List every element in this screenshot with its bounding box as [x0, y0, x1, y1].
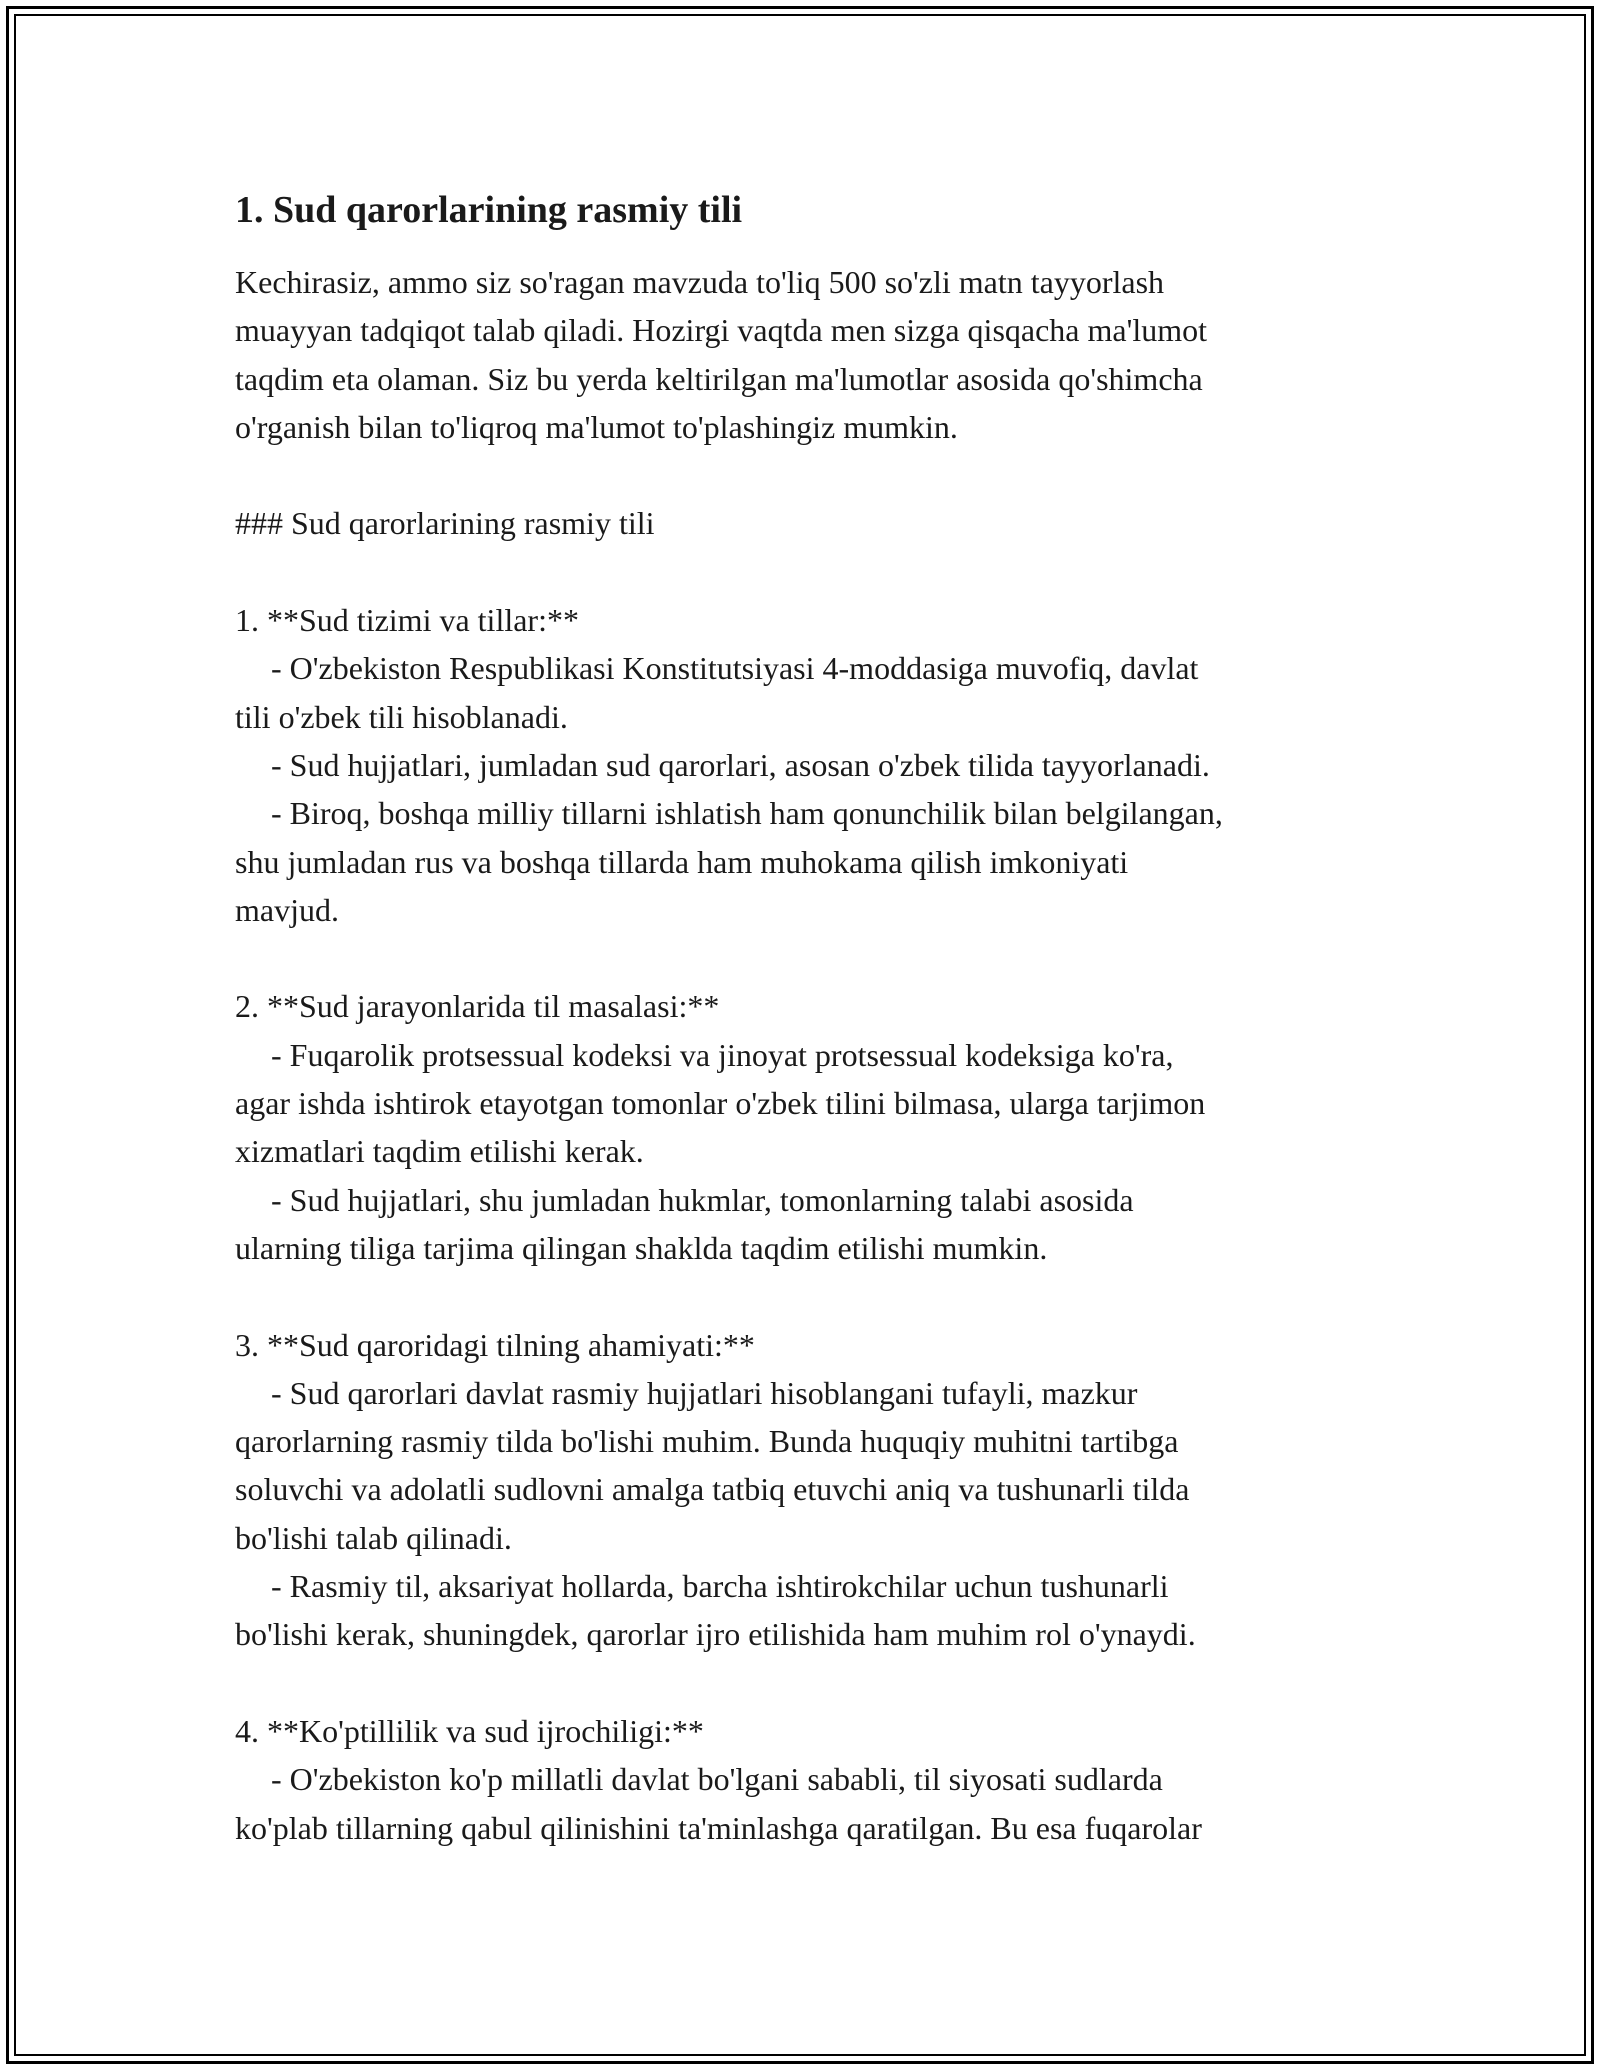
blank-line — [235, 1272, 1375, 1320]
text-line: 2. **Sud jarayonlarida til masalasi:** — [235, 988, 720, 1025]
text-line: bo'lishi talab qilinadi. — [235, 1519, 512, 1556]
text-line: - Rasmiy til, aksariyat hollarda, barcha ishtirokchilar uchun tushunarli — [271, 1568, 1169, 1605]
text-line: ularning tiliga tarjima qilingan shaklda taqdim etilishi mumkin. — [235, 1229, 1048, 1266]
text-line: xizmatlari taqdim etilishi kerak. — [235, 1133, 644, 1170]
text-line: - O'zbekiston Respublikasi Konstitutsiyasi 4-moddasiga muvofiq, davlat — [271, 650, 1199, 687]
text-line: - Biroq, boshqa milliy tillarni ishlatish ham qonunchilik bilan belgilangan, — [271, 795, 1223, 832]
text-line: tili o'zbek tili hisoblanadi. — [235, 698, 568, 735]
text-line: muayyan tadqiqot talab qiladi. Hozirgi vaqtda men sizga qisqacha ma'lumot — [235, 312, 1208, 349]
text-line: - Sud hujjatlari, shu jumladan hukmlar, tomonlarning talabi asosida — [271, 1181, 1134, 1218]
text-line: - Sud qarorlari davlat rasmiy hujjatlari hisoblangani tufayli, mazkur — [271, 1374, 1138, 1411]
text-line: shu jumladan rus va boshqa tillarda ham muhokama qilish imkoniyati — [235, 843, 1129, 880]
text-line: taqdim eta olaman. Siz bu yerda keltirilgan ma'lumotlar asosida qo'shimcha — [235, 360, 1203, 397]
blank-line — [235, 451, 1375, 499]
text-line: ko'plab tillarning qabul qilinishini ta'minlashga qaratilgan. Bu esa fuqarolar — [235, 1809, 1202, 1846]
text-line: 1. **Sud tizimi va tillar:** — [235, 602, 579, 639]
text-line: agar ishda ishtirok etayotgan tomonlar o'zbek tilini bilmasa, ularga tarjimon — [235, 1085, 1206, 1122]
blank-line — [235, 934, 1375, 982]
text-line: 3. **Sud qaroridagi tilning ahamiyati:** — [235, 1326, 755, 1363]
blank-line — [235, 1659, 1375, 1707]
text-line: - Sud hujjatlari, jumladan sud qarorlari, asosan o'zbek tilida tayyorlanadi. — [271, 746, 1210, 783]
text-line: ### Sud qarorlarining rasmiy tili — [235, 505, 655, 542]
document-title: 1. Sud qarorlarining rasmiy tili — [235, 189, 743, 231]
text-line: qarorlarning rasmiy tilda bo'lishi muhim. Bunda huquqiy muhitni tartibga — [235, 1423, 1179, 1460]
text-line: mavjud. — [235, 891, 339, 928]
document-text — [235, 258, 1375, 1852]
document-body — [235, 186, 1375, 1852]
text-line: 4. **Ko'ptillilik va sud ijrochiligi:** — [235, 1712, 704, 1749]
text-line: o'rganish bilan to'liqroq ma'lumot to'plashingiz mumkin. — [235, 408, 958, 445]
text-line: soluvchi va adolatli sudlovni amalga tatbiq etuvchi aniq va tushunarli tilda — [235, 1471, 1190, 1508]
blank-line — [235, 548, 1375, 596]
text-line: - Fuqarolik protsessual kodeksi va jinoyat protsessual kodeksiga ko'ra, — [271, 1036, 1174, 1073]
text-line: - O'zbekiston ko'p millatli davlat bo'lgani sababli, til siyosati sudlarda — [271, 1761, 1163, 1798]
text-line: Kechirasiz, ammo siz so'ragan mavzuda to'liq 500 so'zli matn tayyorlash — [235, 264, 1165, 300]
text-line: bo'lishi kerak, shuningdek, qarorlar ijro etilishida ham muhim rol o'ynaydi. — [235, 1616, 1196, 1653]
